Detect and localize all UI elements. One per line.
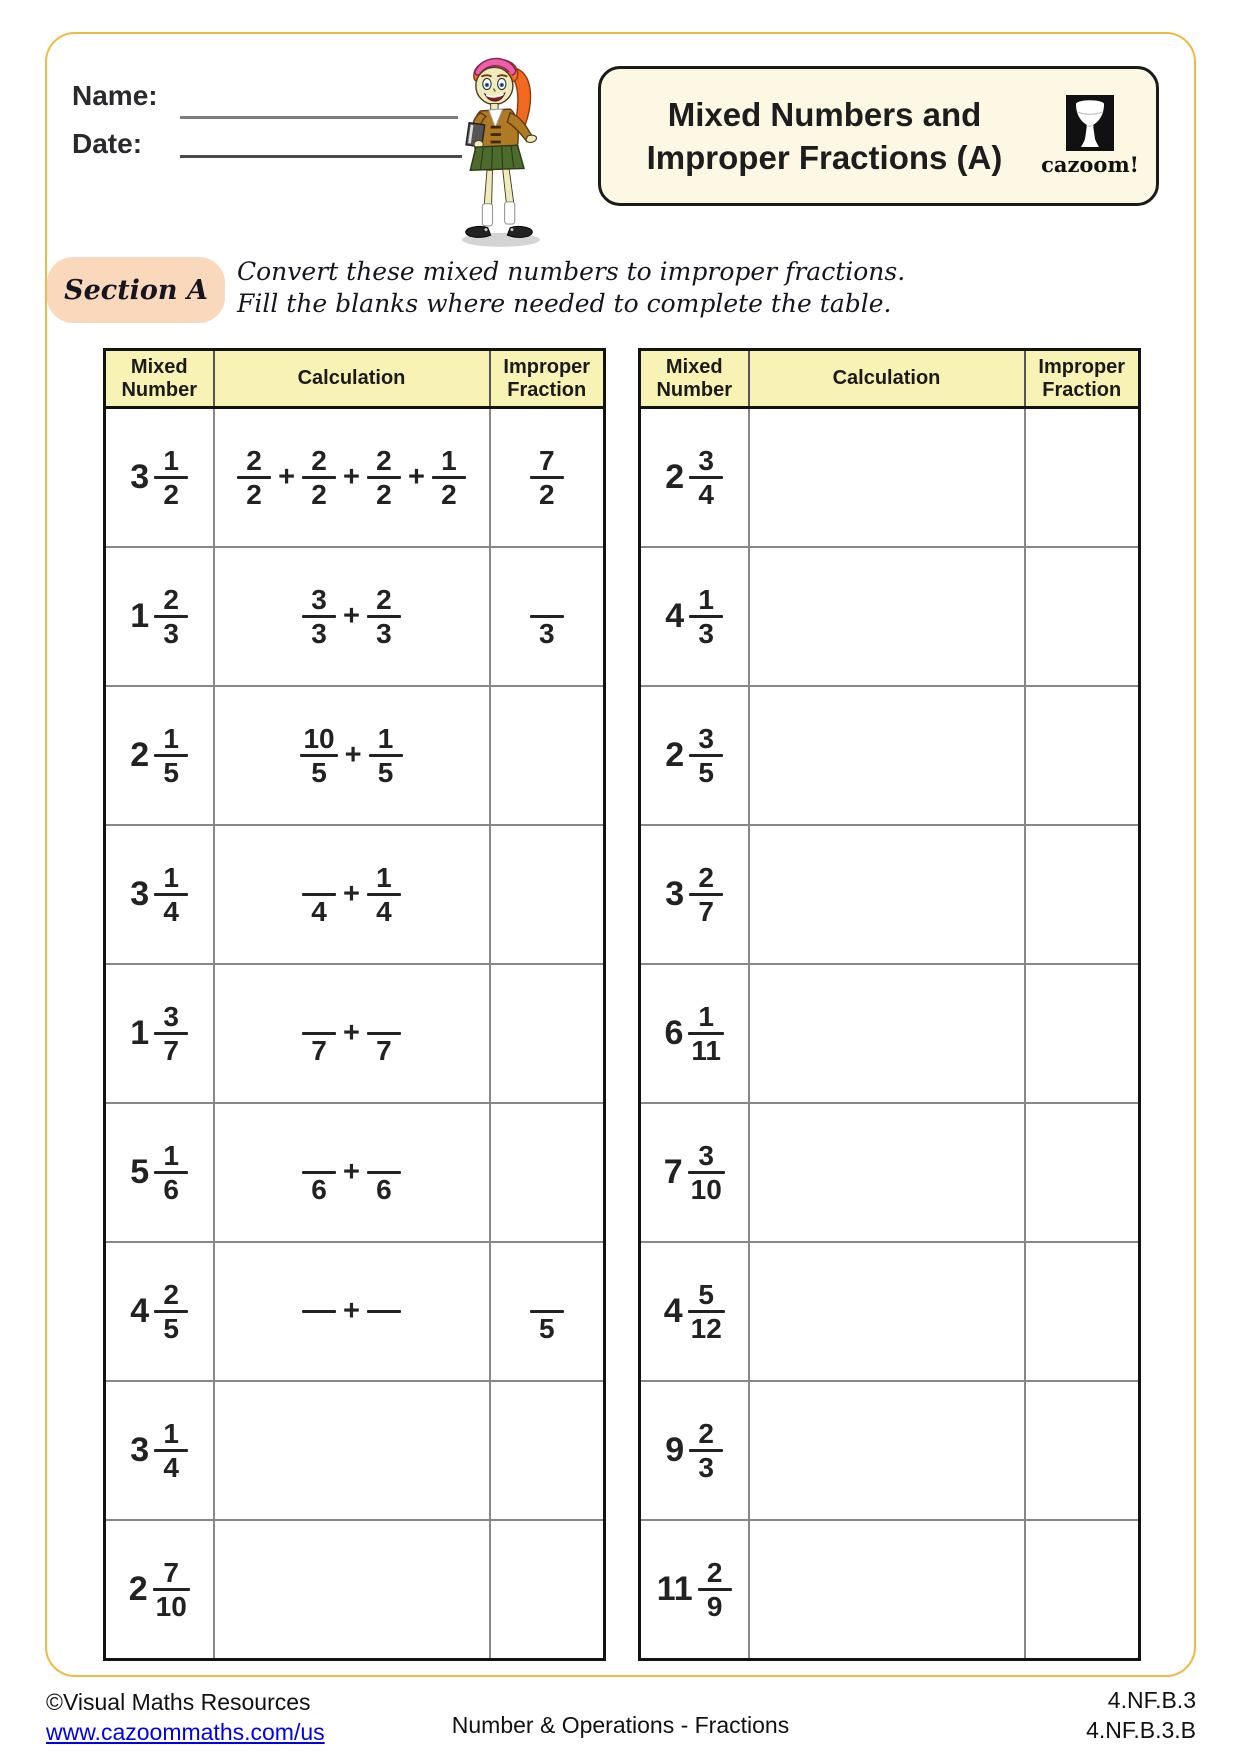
whole-number: 4 [665,597,685,635]
fraction-denominator: 3 [311,618,327,650]
fraction-denominator: 12 [690,1313,722,1345]
fraction-denominator: 3 [538,618,555,650]
improper-fraction-cell [1025,964,1140,1103]
footer-website-link[interactable]: www.cazoommaths.com/us [46,1719,325,1745]
fraction-numerator: 5 [698,1278,714,1310]
fraction [367,585,401,649]
mixed-number-cell [640,964,749,1103]
worksheet-table [103,348,606,1661]
fraction [689,446,723,510]
fraction-denominator: 3 [163,618,179,650]
calculation-expression [300,724,402,788]
improper-fraction-cell [490,964,605,1103]
fraction [154,1419,188,1483]
plus-sign: + [344,739,362,771]
fraction-numerator: 1 [698,1000,714,1032]
column-header: Improper Fraction [490,350,605,408]
improper-fraction-cell [490,686,605,825]
mixed-number [664,1002,724,1066]
fraction-numerator: 2 [706,1556,723,1588]
fraction [530,446,564,510]
fraction [154,585,188,649]
calculation-cell [214,408,490,548]
fraction-numerator: 1 [163,1417,179,1449]
section-a-badge: Section A [47,257,225,323]
fraction [153,1558,190,1622]
mixed-number-cell [640,1520,749,1660]
fraction-numerator: 7 [163,1556,179,1588]
mixed-number [664,1141,725,1205]
fraction [688,1280,725,1344]
mixed-number-cell [105,1520,214,1660]
fraction [689,724,723,788]
improper-fraction-cell [490,1381,605,1520]
improper-fraction-cell [1025,1381,1140,1520]
calculation-cell [749,1242,1025,1381]
fraction [367,1141,401,1205]
fraction-denominator [316,1314,322,1343]
fraction-denominator: 2 [376,479,392,511]
fraction-numerator: 2 [311,444,327,476]
fraction [154,863,188,927]
improper-fraction-cell [1025,1242,1140,1381]
mixed-number [665,1419,723,1483]
fraction [302,863,336,927]
calculation-cell [214,1520,490,1660]
table-row [105,825,605,964]
fraction-denominator: 5 [377,757,394,789]
mixed-number [657,1558,732,1622]
table-row [640,1381,1140,1520]
mixed-number-cell [105,686,214,825]
table-header-row [640,350,1140,408]
fraction [302,446,336,510]
mixed-number [130,863,188,927]
mixed-number [665,446,723,510]
fraction-denominator: 5 [163,757,179,789]
fraction-denominator: 5 [311,757,327,789]
plus-sign: + [343,461,360,493]
improper-fraction-cell [490,1103,605,1242]
calculation-expression [237,446,466,510]
fraction-numerator [381,1002,387,1031]
fraction [688,1002,724,1066]
name-blank-line [180,116,458,119]
fraction-numerator: 2 [698,1417,714,1449]
improper-fraction-cell [1025,547,1140,686]
fraction-denominator: 4 [163,1452,179,1484]
whole-number: 9 [665,1431,685,1469]
table-row [640,1242,1140,1381]
fraction-denominator: 4 [163,896,179,928]
whole-number: 3 [130,458,150,496]
fraction-denominator: 5 [698,757,714,789]
whole-number: 2 [128,1570,148,1608]
calculation-cell [749,964,1025,1103]
fraction [154,1141,188,1205]
date-label: Date: [72,128,143,159]
worksheet-title-line2: Improper Fractions (A) [646,139,1003,176]
fraction [688,1141,725,1205]
fraction-denominator: 7 [311,1035,327,1067]
fraction-denominator: 6 [163,1174,179,1206]
plus-sign: + [407,461,425,493]
mixed-number-cell [640,547,749,686]
mixed-number-cell [640,1242,749,1381]
worksheet-title-line1: Mixed Numbers and [667,96,982,133]
whole-number: 2 [130,736,150,774]
worksheet-table [638,348,1141,1661]
mixed-number-cell [640,686,749,825]
table-row [640,547,1140,686]
fraction-denominator: 3 [698,618,714,650]
plus-sign: + [343,878,360,910]
fractions-table-right [638,348,1141,1661]
whole-number: 1 [130,597,150,635]
mixed-number [664,1280,725,1344]
cazoom-logo-text: cazoom! [1041,152,1139,177]
plus-sign: + [343,1017,360,1049]
fraction-numerator: 3 [163,1000,179,1032]
fraction [302,585,336,649]
calculation-cell [214,547,490,686]
plus-sign: + [343,600,360,632]
fraction-numerator [316,1002,322,1031]
mixed-number [130,1280,188,1344]
mixed-number [130,724,188,788]
fraction-denominator: 5 [163,1313,179,1345]
footer-copyright: ©Visual Maths Resources [46,1689,311,1715]
fraction-bar [367,1310,401,1314]
fraction [689,1419,723,1483]
table-row [640,825,1140,964]
calculation-cell [214,825,490,964]
date-blank-line [180,155,462,158]
mixed-number [130,1419,188,1483]
whole-number: 5 [130,1153,150,1191]
fraction-numerator: 1 [698,583,714,615]
calculation-cell [749,408,1025,548]
table-row [640,964,1140,1103]
fraction [300,724,337,788]
fraction-denominator: 2 [163,479,179,511]
calculation-expression [302,1002,401,1066]
fraction-denominator: 6 [376,1174,392,1206]
whole-number: 3 [130,1431,150,1469]
improper-fraction-cell [490,547,605,686]
fraction [689,863,723,927]
table-header-row [105,350,605,408]
whole-number: 7 [663,1153,683,1191]
table-row [640,686,1140,825]
fraction-numerator: 3 [698,444,714,476]
calculation-expression [302,585,401,649]
fractions-table-left [103,348,606,1661]
whole-number: 4 [130,1292,150,1330]
mixed-number-cell [105,1381,214,1520]
table-row [640,408,1140,548]
column-header: Improper Fraction [1025,350,1140,408]
mixed-number-cell [105,408,214,548]
instructions-line2: Fill the blanks where needed to complete the table. [237,289,892,318]
fraction-numerator: 1 [376,861,392,893]
improper-fraction-cell [490,1242,605,1381]
fraction [367,863,401,927]
improper-fraction-cell [490,1520,605,1660]
table-row [640,1103,1140,1242]
fraction-numerator [544,585,550,614]
table-row [105,964,605,1103]
whole-number: 2 [665,736,685,774]
mixed-number [129,1558,190,1622]
mixed-number [665,724,723,788]
fraction-denominator: 4 [311,896,327,928]
calculation-cell [749,825,1025,964]
fraction-numerator: 1 [441,444,457,476]
footer-topic: Number & Operations - Fractions [451,1712,790,1738]
fraction-denominator: 10 [155,1591,187,1623]
improper-fraction-cell [1025,1520,1140,1660]
whole-number: 1 [130,1014,150,1052]
worksheet-title-box [598,66,1159,206]
fraction-denominator: 2 [311,479,327,511]
fraction [154,1002,188,1066]
table-row [105,1381,605,1520]
improper-fraction-cell [1025,825,1140,964]
whole-number: 11 [656,1570,693,1608]
fraction [302,1280,336,1344]
mixed-number-cell [105,547,214,686]
fraction-numerator: 2 [163,1278,179,1310]
fraction-denominator: 5 [538,1313,555,1345]
footer-standard-1: 4.NF.B.3 [1107,1687,1196,1713]
calculation-expression [302,1280,401,1344]
mixed-number [665,863,723,927]
table-row [105,408,605,548]
whole-number: 4 [663,1292,683,1330]
worksheet-title [601,93,1034,179]
improper-fraction-cell [490,408,605,548]
fraction [154,446,188,510]
fraction-numerator: 3 [698,1139,714,1171]
fraction-denominator [381,1314,387,1343]
table-row [105,1242,605,1381]
fraction-numerator: 2 [376,583,392,615]
fraction-denominator: 9 [706,1591,723,1623]
fraction-denominator: 6 [311,1174,327,1206]
fraction [367,446,401,510]
calculation-cell [749,1520,1025,1660]
fraction [237,446,271,510]
fraction-denominator: 2 [441,479,457,511]
fraction-numerator [316,1280,322,1309]
whole-number: 2 [665,458,685,496]
fraction-numerator [381,1141,387,1170]
fraction [698,1558,732,1622]
calculation-cell [214,686,490,825]
calculation-cell [214,1242,490,1381]
fraction-numerator: 1 [163,722,179,754]
fraction [369,724,403,788]
mixed-number-cell [640,1103,749,1242]
fraction-numerator: 2 [163,583,179,615]
whole-number: 6 [664,1014,684,1052]
improper-fraction-cell [1025,686,1140,825]
fraction-denominator: 4 [698,479,714,511]
column-header: Mixed Number [640,350,749,408]
column-header: Mixed Number [105,350,214,408]
fraction-numerator [381,1280,387,1309]
calculation-cell [749,547,1025,686]
whole-number: 3 [665,875,685,913]
whole-number: 3 [130,875,150,913]
table-row [105,1103,605,1242]
cazoom-logo [1034,95,1146,177]
improper-fraction-cell [1025,408,1140,548]
fraction [530,585,564,649]
improper-fraction-cell [1025,1103,1140,1242]
student-girl-illustration [450,46,548,250]
fraction-numerator: 2 [376,444,392,476]
fraction-denominator: 2 [246,479,262,511]
fraction-numerator: 1 [163,1139,179,1171]
fraction-numerator: 1 [163,861,179,893]
mixed-number [130,585,188,649]
column-header: Calculation [214,350,490,408]
fraction-denominator: 7 [163,1035,179,1067]
column-header: Calculation [749,350,1025,408]
fraction-denominator: 3 [376,618,392,650]
calculation-cell [214,1381,490,1520]
mixed-number-cell [640,408,749,548]
calculation-cell [749,1103,1025,1242]
cazoom-drum-icon [1066,95,1114,151]
fraction-numerator: 1 [377,722,394,754]
fraction [154,724,188,788]
fraction [432,446,466,510]
fraction-numerator: 3 [311,583,327,615]
calculation-expression [302,863,401,927]
fraction [367,1002,401,1066]
calculation-cell [214,964,490,1103]
table-row [105,1520,605,1660]
fraction-denominator: 3 [698,1452,714,1484]
table-row [640,1520,1140,1660]
fraction [302,1002,336,1066]
footer-standard-2: 4.NF.B.3.B [1086,1717,1196,1743]
mixed-number [130,446,188,510]
fraction [367,1280,401,1344]
mixed-number [130,1141,188,1205]
fraction-denominator: 7 [698,896,714,928]
table-row [105,686,605,825]
fraction-denominator: 7 [376,1035,392,1067]
fraction [302,1141,336,1205]
calculation-expression [302,1141,401,1205]
mixed-number-cell [640,1381,749,1520]
fraction-numerator: 1 [163,444,179,476]
name-label: Name: [72,80,158,111]
plus-sign: + [278,461,296,493]
mixed-number [130,1002,188,1066]
instructions-line1: Convert these mixed numbers to improper fractions. [237,257,906,286]
fraction-numerator [544,1280,550,1309]
section-instructions [237,256,905,320]
plus-sign: + [343,1295,360,1327]
fraction [689,585,723,649]
fraction-numerator [316,1141,322,1170]
fraction-numerator: 7 [538,444,555,476]
improper-fraction-cell [490,825,605,964]
mixed-number-cell [105,1103,214,1242]
fraction-bar [302,1310,336,1314]
fraction-numerator: 3 [698,722,714,754]
fraction-numerator: 2 [246,444,262,476]
fraction-denominator: 2 [538,479,555,511]
mixed-number-cell [105,1242,214,1381]
fraction [154,1280,188,1344]
fraction [530,1280,564,1344]
fraction-numerator: 2 [698,861,714,893]
fraction-numerator [316,863,322,892]
calculation-cell [214,1103,490,1242]
fraction-denominator: 4 [376,896,392,928]
mixed-number-cell [640,825,749,964]
plus-sign: + [343,1156,360,1188]
mixed-number-cell [105,964,214,1103]
calculation-cell [749,1381,1025,1520]
calculation-cell [749,686,1025,825]
mixed-number [665,585,723,649]
fraction-denominator: 11 [691,1035,722,1067]
mixed-number-cell [105,825,214,964]
fraction-denominator: 10 [690,1174,722,1206]
fraction-numerator: 10 [303,722,335,754]
table-row [105,547,605,686]
